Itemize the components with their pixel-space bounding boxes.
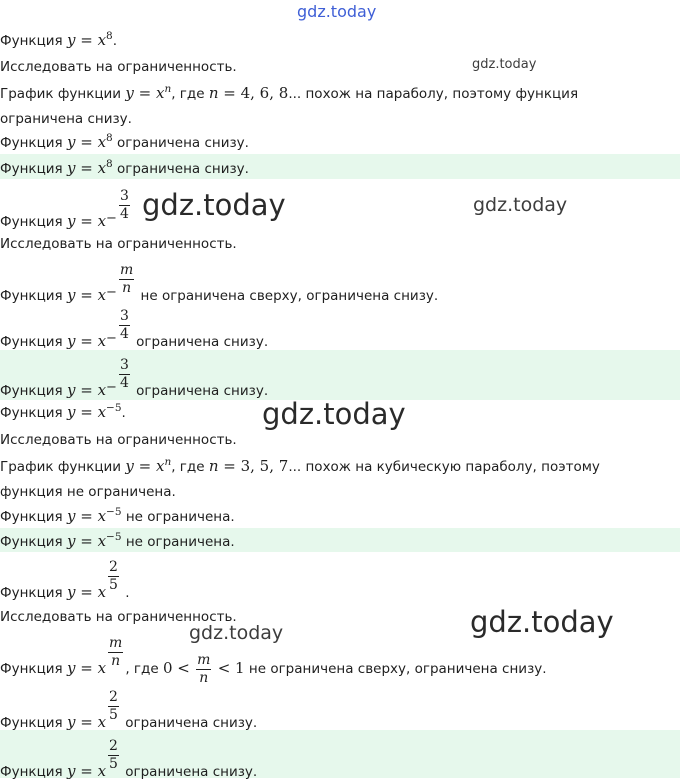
task-3-conclusion: Функция $y = x^{-5}$ не ограничена.	[0, 506, 235, 525]
task-4-general: Функция y = x $\frac{m}{n}$ , где 0 < $\frac{m}{n}$ < 1 не ограничена сверху, ограничена снизу.	[0, 635, 547, 686]
task-4-answer: Функция y = x $\frac{2}{5}$ ограничена снизу.	[0, 738, 258, 780]
watermark-medium-2: gdz.today	[189, 622, 284, 644]
task-4-instruction: Исследовать на ограниченность.	[0, 609, 237, 625]
watermark-large-2: gdz.today	[262, 397, 406, 431]
task-2-instruction: Исследовать на ограниченность.	[0, 236, 237, 252]
task-1-graph-text: График функции $y = x^n$, где n = 4, 6, 8... похож на параболу, поэтому функция	[0, 83, 579, 102]
task-1-conclusion: Функция $y = x^8$ ограничена снизу.	[0, 132, 249, 151]
task-1-answer: Функция $y = x^8$ ограничена снизу.	[0, 158, 249, 177]
watermark-small-1: gdz.today	[472, 57, 537, 72]
task-2-conclusion: Функция y = x− $\frac{3}{4}$ ограничена снизу.	[0, 308, 269, 350]
task-2-general: Функция y = x− $\frac{m}{n}$ не ограничена сверху, ограничена снизу.	[0, 262, 439, 304]
watermark-top: gdz.today	[297, 2, 377, 21]
task-4-title: Функция y = x $\frac{2}{5}$ .	[0, 559, 130, 601]
task-3-graph-text-cont: функция не ограничена.	[0, 484, 176, 500]
task-1-graph-text-cont: ограничена снизу.	[0, 111, 132, 127]
task-1-title: Функция $y = x^8$.	[0, 30, 118, 49]
task-3-title: Функция $y = x^{-5}$.	[0, 402, 126, 421]
task-4-conclusion: Функция y = x $\frac{2}{5}$ ограничена снизу.	[0, 689, 258, 731]
task-1-instruction: Исследовать на ограниченность.	[0, 59, 237, 75]
task-2-answer: Функция y = x− $\frac{3}{4}$ ограничена снизу.	[0, 357, 269, 399]
task-3-instruction: Исследовать на ограниченность.	[0, 432, 237, 448]
task-2-title: Функция y = x− $\frac{3}{4}$	[0, 188, 129, 230]
task-3-answer: Функция $y = x^{-5}$ не ограничена.	[0, 531, 235, 550]
watermark-large-1: gdz.today	[142, 188, 286, 222]
task-3-graph-text: График функции $y = x^n$, где n = 3, 5, 7... похож на кубическую параболу, поэтому	[0, 456, 600, 475]
watermark-medium-1: gdz.today	[473, 194, 568, 216]
watermark-large-3: gdz.today	[470, 605, 614, 639]
